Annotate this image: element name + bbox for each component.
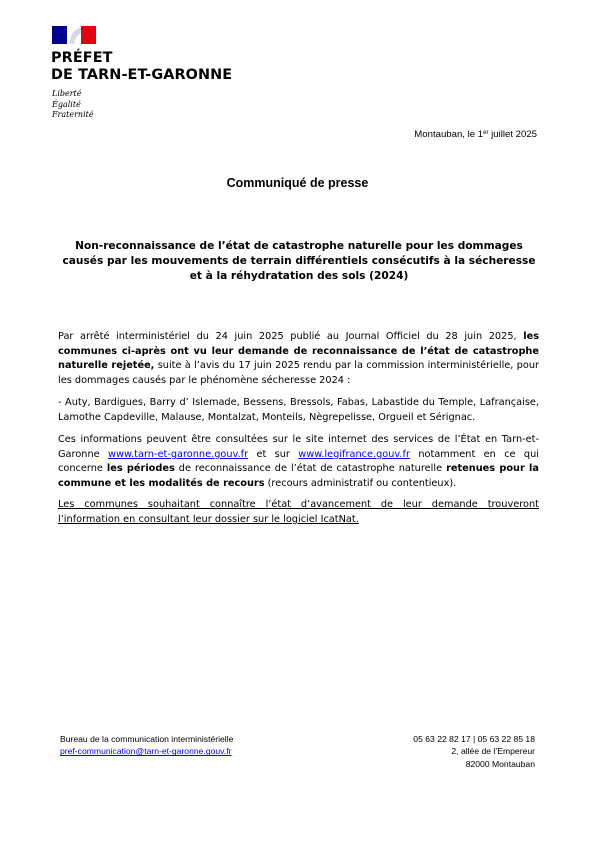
p1-text-bold: les communes ci-après ont vu leur demande de reconnaissance de l’état de catastrophe naturelle rejetée, — [58, 331, 539, 372]
document-date — [380, 129, 537, 140]
prefet-line-2: DE TARN-ET-GARONNE — [51, 67, 233, 83]
footer-address — [350, 733, 535, 770]
p3-text-a: Ces informations peuvent être consultées sur le site internet des services de l’État en Tarn-et-Garonne — [58, 434, 539, 460]
marianne-flag-icon — [52, 26, 96, 44]
footer-address-line-2: 82000 Montauban — [465, 758, 535, 769]
paragraph-decree — [58, 330, 539, 388]
paragraph-icatnat: Les communes souhaitant connaître l’état d’avancement de leur demande trouveront l’information en consultant leur dossier sur le logiciel IcatNat. — [58, 499, 539, 525]
prefecture-name — [51, 50, 232, 84]
footer-bureau: Bureau de la communication interministérielle — [60, 734, 234, 744]
date-prefix: Montauban, le 1 — [414, 129, 484, 140]
p3-text-c: notamment en ce qui concerne — [58, 448, 540, 475]
link-tarn-et-garonne[interactable]: www.tarn-et-garonne.gouv.fr — [108, 448, 249, 460]
p3-text-g: (recours administratif ou contentieux). — [264, 477, 457, 489]
footer-email-link[interactable]: pref-communication@tarn-et-garonne.gouv.fr — [60, 746, 232, 757]
document-title: Communiqué de presse — [226, 176, 369, 190]
paragraph-information — [58, 433, 539, 491]
motto-egalite: Égalité — [52, 99, 81, 109]
footer-contact — [60, 733, 233, 758]
communes-list: - Auty, Bardigues, Barry d’ Islemade, Bessens, Bressols, Fabas, Labastide du Temple, Lafrançaise, Lamothe Capdeville, Malause, Montalzat, Monteils, Nègrepelisse, Orgueil et Sérignac. — [58, 397, 539, 423]
motto-liberte: Liberté — [52, 89, 82, 98]
p3-text-b: et sur — [248, 448, 299, 460]
prefet-line-1: PRÉFET — [51, 50, 113, 66]
p1-text-a: Par arrêté interministériel du 24 juin 2025 publié au Journal Officiel du 28 juin 2025, — [58, 331, 524, 342]
footer-phones: 05 63 22 82 17 | 05 63 22 85 18 — [413, 734, 535, 744]
republic-motto — [52, 89, 94, 121]
date-sup: er — [483, 130, 489, 136]
motto-fraternite: Fraternité — [52, 110, 94, 119]
p3-text-bold-periods: les périodes — [106, 463, 175, 475]
p3-text-bold-recours: retenues pour la commune et les modalités de recours — [58, 463, 539, 489]
press-headline: Non-reconnaissance de l’état de catastrophe naturelle pour les dommages causés par les mouvements de terrain différentiels consécutifs à la sécheresse et à la réhydratation des sols (2024) — [62, 240, 536, 282]
p1-text-c: suite à l’avis du 17 juin 2025 rendu par la commission interministérielle, pour les dommages causés par le phénomène sécheresse 2024 : — [58, 360, 540, 386]
date-suffix: juillet 2025 — [488, 129, 537, 140]
link-legifrance[interactable]: www.legifrance.gouv.fr — [298, 448, 410, 460]
p3-text-e: de reconnaissance de l’état de catastrophe naturelle — [174, 463, 447, 475]
footer-address-line-1: 2, allée de l’Empereur — [451, 746, 535, 757]
republic-flag-logo — [52, 26, 96, 44]
